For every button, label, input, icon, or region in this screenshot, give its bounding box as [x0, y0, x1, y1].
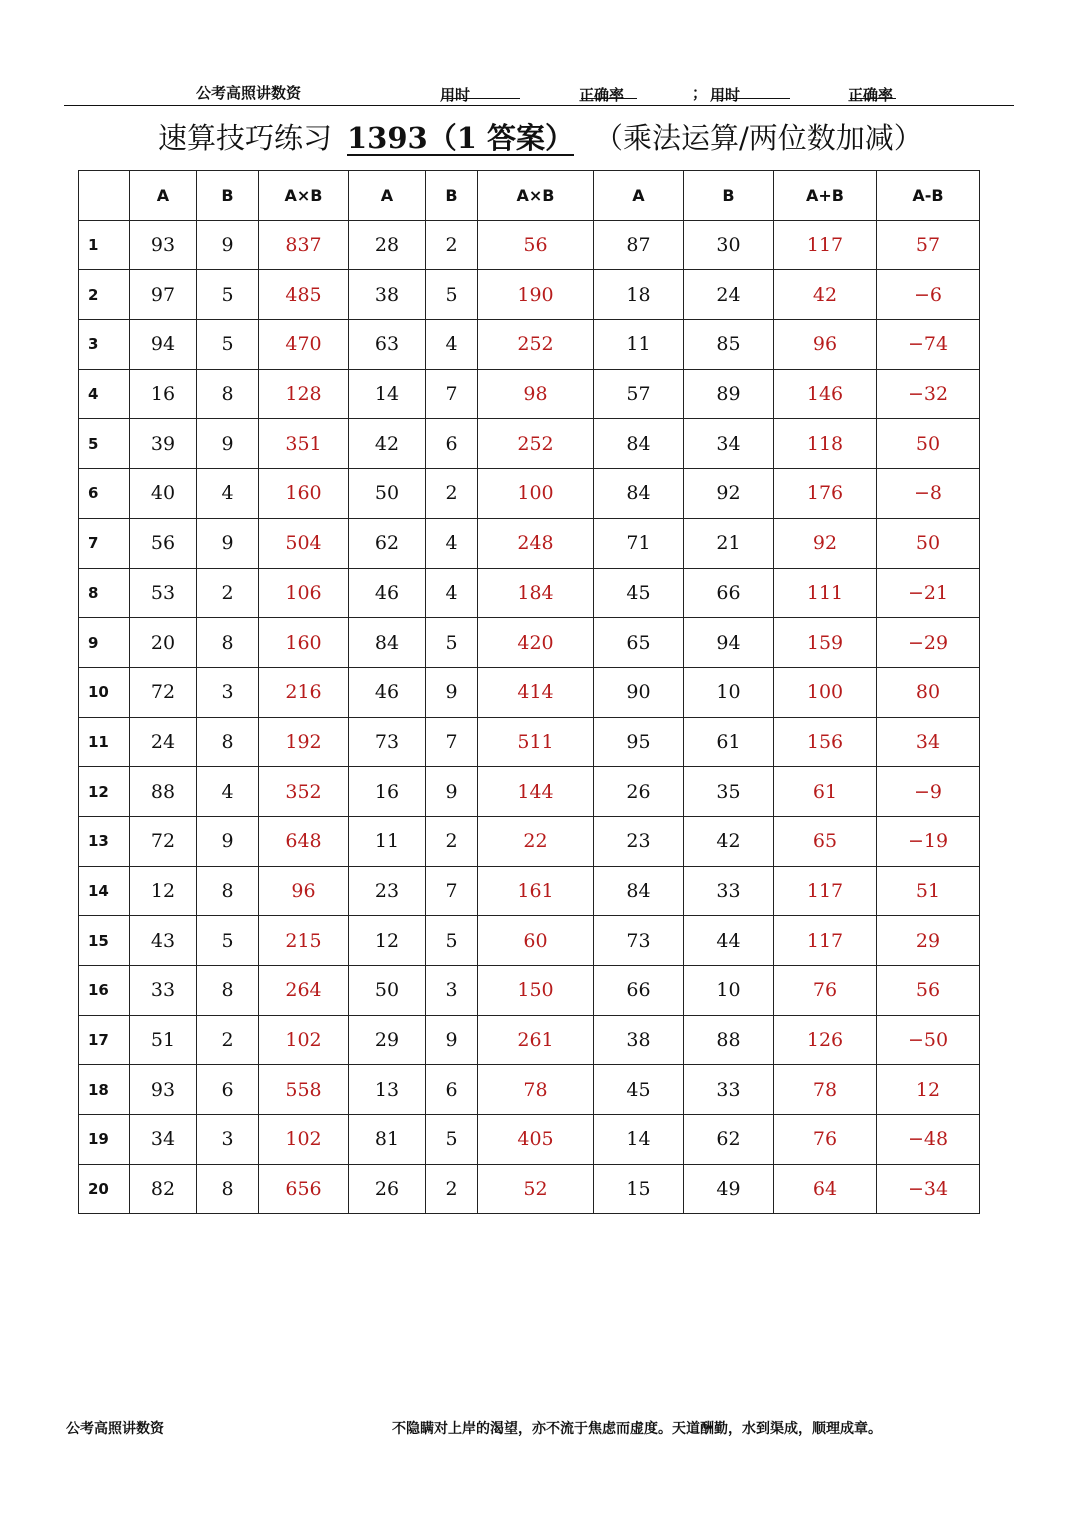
answer-cell: 57 — [877, 220, 980, 270]
answer-cell: −32 — [877, 369, 980, 419]
operand-cell: 9 — [197, 220, 259, 270]
column-header: B — [684, 171, 774, 221]
operand-cell: 71 — [594, 518, 684, 568]
operand-cell: 14 — [349, 369, 426, 419]
table-row — [79, 966, 980, 1016]
operand-cell: 49 — [684, 1164, 774, 1214]
answer-cell: 51 — [877, 866, 980, 916]
operand-cell: 44 — [684, 916, 774, 966]
column-header: A×B — [259, 171, 349, 221]
operand-cell: 4 — [426, 320, 478, 370]
operand-cell: 88 — [130, 767, 197, 817]
operand-cell: 8 — [197, 1164, 259, 1214]
operand-cell: 5 — [197, 270, 259, 320]
operand-cell: 87 — [594, 220, 684, 270]
accuracy-label-1: 正确率 — [579, 86, 625, 104]
operand-cell: 63 — [349, 320, 426, 370]
operand-cell: 81 — [349, 1115, 426, 1165]
row-number: 1 — [79, 220, 130, 270]
answer-cell: 159 — [774, 618, 877, 668]
operand-cell: 66 — [594, 966, 684, 1016]
operand-cell: 9 — [426, 767, 478, 817]
operand-cell: 8 — [197, 618, 259, 668]
title-prefix: 速算技巧练习 — [158, 121, 333, 155]
operand-cell: 11 — [349, 816, 426, 866]
operand-cell: 95 — [594, 717, 684, 767]
time-label-1: 用时 — [440, 86, 471, 104]
answer-cell: −29 — [877, 618, 980, 668]
row-number: 12 — [79, 767, 130, 817]
operand-cell: 24 — [130, 717, 197, 767]
operand-cell: 29 — [349, 1015, 426, 1065]
operand-cell: 39 — [130, 419, 197, 469]
operand-cell: 4 — [197, 469, 259, 519]
answer-cell: 351 — [259, 419, 349, 469]
operand-cell: 4 — [426, 568, 478, 618]
operand-cell: 2 — [426, 469, 478, 519]
accuracy-label-2: 正确率 — [848, 86, 894, 104]
operand-cell: 61 — [684, 717, 774, 767]
operand-cell: 2 — [197, 1015, 259, 1065]
operand-cell: 9 — [197, 816, 259, 866]
answer-cell: 42 — [774, 270, 877, 320]
title-suffix: （乘法运算/两位数加减） — [594, 121, 923, 155]
operand-cell: 93 — [130, 1065, 197, 1115]
operand-cell: 13 — [349, 1065, 426, 1115]
operand-cell: 82 — [130, 1164, 197, 1214]
column-header: A+B — [774, 171, 877, 221]
operand-cell: 7 — [426, 717, 478, 767]
row-number: 18 — [79, 1065, 130, 1115]
row-number: 11 — [79, 717, 130, 767]
answer-cell: −21 — [877, 568, 980, 618]
operand-cell: 38 — [349, 270, 426, 320]
answer-cell: 248 — [478, 518, 594, 568]
table-row — [79, 320, 980, 370]
answer-cell: 117 — [774, 866, 877, 916]
operand-cell: 38 — [594, 1015, 684, 1065]
answer-cell: 160 — [259, 469, 349, 519]
row-number: 6 — [79, 469, 130, 519]
operand-cell: 94 — [130, 320, 197, 370]
operand-cell: 5 — [426, 916, 478, 966]
answer-cell: 161 — [478, 866, 594, 916]
operand-cell: 9 — [197, 518, 259, 568]
table-row — [79, 469, 980, 519]
row-number: 2 — [79, 270, 130, 320]
operand-cell: 8 — [197, 866, 259, 916]
operand-cell: 7 — [426, 369, 478, 419]
answer-cell: 215 — [259, 916, 349, 966]
table-row — [79, 618, 980, 668]
operand-cell: 3 — [426, 966, 478, 1016]
operand-cell: 34 — [684, 419, 774, 469]
operand-cell: 45 — [594, 568, 684, 618]
operand-cell: 84 — [349, 618, 426, 668]
answer-cell: 156 — [774, 717, 877, 767]
operand-cell: 72 — [130, 667, 197, 717]
answer-cell: 61 — [774, 767, 877, 817]
answer-cell: 216 — [259, 667, 349, 717]
answer-cell: 261 — [478, 1015, 594, 1065]
table-row — [79, 767, 980, 817]
operand-cell: 45 — [594, 1065, 684, 1115]
operand-cell: 50 — [349, 966, 426, 1016]
answer-cell: 76 — [774, 1115, 877, 1165]
operand-cell: 5 — [426, 1115, 478, 1165]
operand-cell: 3 — [197, 667, 259, 717]
operand-cell: 26 — [349, 1164, 426, 1214]
row-number: 13 — [79, 816, 130, 866]
answer-cell: 92 — [774, 518, 877, 568]
column-header: A-B — [877, 171, 980, 221]
table-row — [79, 866, 980, 916]
operand-cell: 15 — [594, 1164, 684, 1214]
answer-cell: 29 — [877, 916, 980, 966]
operand-cell: 20 — [130, 618, 197, 668]
answer-cell: 52 — [478, 1164, 594, 1214]
table-row — [79, 568, 980, 618]
answer-cell: 111 — [774, 568, 877, 618]
operand-cell: 11 — [594, 320, 684, 370]
table-row — [79, 1115, 980, 1165]
row-number: 14 — [79, 866, 130, 916]
header-brand: 公考高照讲数资 — [196, 84, 302, 102]
operand-cell: 2 — [197, 568, 259, 618]
answer-cell: 65 — [774, 816, 877, 866]
answer-cell: 146 — [774, 369, 877, 419]
answer-cell: 558 — [259, 1065, 349, 1115]
answer-cell: 511 — [478, 717, 594, 767]
operand-cell: 8 — [197, 369, 259, 419]
operand-cell: 30 — [684, 220, 774, 270]
answer-cell: 420 — [478, 618, 594, 668]
operand-cell: 8 — [197, 717, 259, 767]
operand-cell: 23 — [594, 816, 684, 866]
operand-cell: 6 — [426, 1065, 478, 1115]
operand-cell: 10 — [684, 667, 774, 717]
answer-cell: 12 — [877, 1065, 980, 1115]
answer-cell: 504 — [259, 518, 349, 568]
row-number: 19 — [79, 1115, 130, 1165]
operand-cell: 34 — [130, 1115, 197, 1165]
footer-brand: 公考高照讲数资 — [66, 1421, 164, 1437]
operand-cell: 53 — [130, 568, 197, 618]
answer-cell: 64 — [774, 1164, 877, 1214]
operand-cell: 3 — [197, 1115, 259, 1165]
operand-cell: 4 — [426, 518, 478, 568]
operand-cell: 85 — [684, 320, 774, 370]
answer-cell: 96 — [259, 866, 349, 916]
answer-cell: 252 — [478, 320, 594, 370]
row-number: 3 — [79, 320, 130, 370]
row-number: 16 — [79, 966, 130, 1016]
answer-cell: 126 — [774, 1015, 877, 1065]
title-number: 1393（1 答案） — [347, 121, 574, 155]
operand-cell: 66 — [684, 568, 774, 618]
operand-cell: 89 — [684, 369, 774, 419]
answer-cell: 252 — [478, 419, 594, 469]
operand-cell: 93 — [130, 220, 197, 270]
operand-cell: 65 — [594, 618, 684, 668]
operand-cell: 21 — [684, 518, 774, 568]
row-number: 9 — [79, 618, 130, 668]
column-header: B — [426, 171, 478, 221]
answer-cell: 98 — [478, 369, 594, 419]
operand-cell: 84 — [594, 419, 684, 469]
operand-cell: 2 — [426, 220, 478, 270]
operand-cell: 90 — [594, 667, 684, 717]
answer-cell: 117 — [774, 220, 877, 270]
table-row — [79, 717, 980, 767]
answer-cell: 100 — [774, 667, 877, 717]
answer-cell: 50 — [877, 518, 980, 568]
worksheet-header — [0, 80, 1080, 106]
operand-cell: 35 — [684, 767, 774, 817]
answer-cell: 96 — [774, 320, 877, 370]
answer-cell: −8 — [877, 469, 980, 519]
row-number: 10 — [79, 667, 130, 717]
row-number: 15 — [79, 916, 130, 966]
table-row — [79, 220, 980, 270]
table-row — [79, 816, 980, 866]
answer-cell: 128 — [259, 369, 349, 419]
answer-cell: 470 — [259, 320, 349, 370]
answer-cell: −9 — [877, 767, 980, 817]
row-number: 20 — [79, 1164, 130, 1214]
answer-cell: 22 — [478, 816, 594, 866]
operand-cell: 6 — [197, 1065, 259, 1115]
table-body — [79, 220, 980, 1214]
table-row — [79, 270, 980, 320]
operand-cell: 43 — [130, 916, 197, 966]
answer-cell: 485 — [259, 270, 349, 320]
column-header — [79, 171, 130, 221]
answer-cell: 76 — [774, 966, 877, 1016]
answer-cell: −34 — [877, 1164, 980, 1214]
operand-cell: 7 — [426, 866, 478, 916]
operand-cell: 42 — [684, 816, 774, 866]
answer-cell: −19 — [877, 816, 980, 866]
operand-cell: 62 — [349, 518, 426, 568]
operand-cell: 28 — [349, 220, 426, 270]
operand-cell: 33 — [684, 866, 774, 916]
operand-cell: 12 — [130, 866, 197, 916]
row-number: 17 — [79, 1015, 130, 1065]
header-separator: ； — [692, 84, 708, 102]
answer-cell: 78 — [774, 1065, 877, 1115]
column-header: A — [594, 171, 684, 221]
row-number: 5 — [79, 419, 130, 469]
operand-cell: 33 — [684, 1065, 774, 1115]
operand-cell: 97 — [130, 270, 197, 320]
answer-cell: 414 — [478, 667, 594, 717]
answer-cell: 78 — [478, 1065, 594, 1115]
operand-cell: 73 — [349, 717, 426, 767]
accuracy-blank-2[interactable] — [850, 84, 896, 99]
operand-cell: 50 — [349, 469, 426, 519]
operand-cell: 84 — [594, 866, 684, 916]
time-blank-1[interactable] — [442, 84, 520, 99]
operand-cell: 46 — [349, 568, 426, 618]
operand-cell: 16 — [130, 369, 197, 419]
header-divider — [64, 105, 1014, 106]
answer-cell: 102 — [259, 1115, 349, 1165]
answer-cell: 150 — [478, 966, 594, 1016]
answer-cell: −50 — [877, 1015, 980, 1065]
operand-cell: 94 — [684, 618, 774, 668]
operand-cell: 2 — [426, 816, 478, 866]
answer-cell: 56 — [877, 966, 980, 1016]
operand-cell: 5 — [197, 320, 259, 370]
answer-cell: 106 — [259, 568, 349, 618]
table-row — [79, 369, 980, 419]
operand-cell: 72 — [130, 816, 197, 866]
operand-cell: 10 — [684, 966, 774, 1016]
answer-cell: 176 — [774, 469, 877, 519]
row-number: 4 — [79, 369, 130, 419]
answer-cell: −48 — [877, 1115, 980, 1165]
answer-cell: 352 — [259, 767, 349, 817]
table-row — [79, 667, 980, 717]
column-header: A — [349, 171, 426, 221]
footer-motto: 不隐瞒对上岸的渴望，亦不流于焦虑而虚度。天道酬勤，水到渠成，顺理成章。 — [392, 1421, 882, 1437]
answer-cell: 264 — [259, 966, 349, 1016]
operand-cell: 5 — [426, 270, 478, 320]
table-header-row — [79, 171, 980, 221]
answer-cell: 102 — [259, 1015, 349, 1065]
operand-cell: 26 — [594, 767, 684, 817]
operand-cell: 84 — [594, 469, 684, 519]
answer-cell: 118 — [774, 419, 877, 469]
row-number: 7 — [79, 518, 130, 568]
table-row — [79, 419, 980, 469]
answer-cell: 80 — [877, 667, 980, 717]
answer-cell: 56 — [478, 220, 594, 270]
operand-cell: 56 — [130, 518, 197, 568]
time-blank-2[interactable] — [712, 84, 790, 99]
operand-cell: 9 — [197, 419, 259, 469]
operand-cell: 9 — [426, 667, 478, 717]
answer-cell: 190 — [478, 270, 594, 320]
answer-cell: −6 — [877, 270, 980, 320]
operand-cell: 5 — [197, 916, 259, 966]
column-header: B — [197, 171, 259, 221]
operand-cell: 6 — [426, 419, 478, 469]
operand-cell: 33 — [130, 966, 197, 1016]
answer-cell: 184 — [478, 568, 594, 618]
operand-cell: 62 — [684, 1115, 774, 1165]
operand-cell: 57 — [594, 369, 684, 419]
operand-cell: 92 — [684, 469, 774, 519]
operand-cell: 8 — [197, 966, 259, 1016]
operand-cell: 42 — [349, 419, 426, 469]
operand-cell: 24 — [684, 270, 774, 320]
practice-table — [78, 170, 980, 1214]
answer-cell: 50 — [877, 419, 980, 469]
answer-cell: 144 — [478, 767, 594, 817]
accuracy-blank-1[interactable] — [581, 84, 637, 99]
answer-cell: −74 — [877, 320, 980, 370]
table-row — [79, 916, 980, 966]
operand-cell: 51 — [130, 1015, 197, 1065]
column-header: A — [130, 171, 197, 221]
table-row — [79, 1164, 980, 1214]
answer-cell: 100 — [478, 469, 594, 519]
operand-cell: 14 — [594, 1115, 684, 1165]
answer-cell: 60 — [478, 916, 594, 966]
operand-cell: 46 — [349, 667, 426, 717]
column-header: A×B — [478, 171, 594, 221]
operand-cell: 2 — [426, 1164, 478, 1214]
operand-cell: 40 — [130, 469, 197, 519]
table-row — [79, 1065, 980, 1115]
answer-cell: 192 — [259, 717, 349, 767]
answer-cell: 160 — [259, 618, 349, 668]
row-number: 8 — [79, 568, 130, 618]
operand-cell: 18 — [594, 270, 684, 320]
time-label-2: 用时 — [710, 86, 741, 104]
table-row — [79, 1015, 980, 1065]
operand-cell: 9 — [426, 1015, 478, 1065]
operand-cell: 88 — [684, 1015, 774, 1065]
table-row — [79, 518, 980, 568]
operand-cell: 4 — [197, 767, 259, 817]
answer-cell: 34 — [877, 717, 980, 767]
operand-cell: 5 — [426, 618, 478, 668]
answer-cell: 648 — [259, 816, 349, 866]
answer-cell: 837 — [259, 220, 349, 270]
answer-cell: 656 — [259, 1164, 349, 1214]
operand-cell: 73 — [594, 916, 684, 966]
operand-cell: 23 — [349, 866, 426, 916]
operand-cell: 12 — [349, 916, 426, 966]
answer-cell: 405 — [478, 1115, 594, 1165]
operand-cell: 16 — [349, 767, 426, 817]
answer-cell: 117 — [774, 916, 877, 966]
